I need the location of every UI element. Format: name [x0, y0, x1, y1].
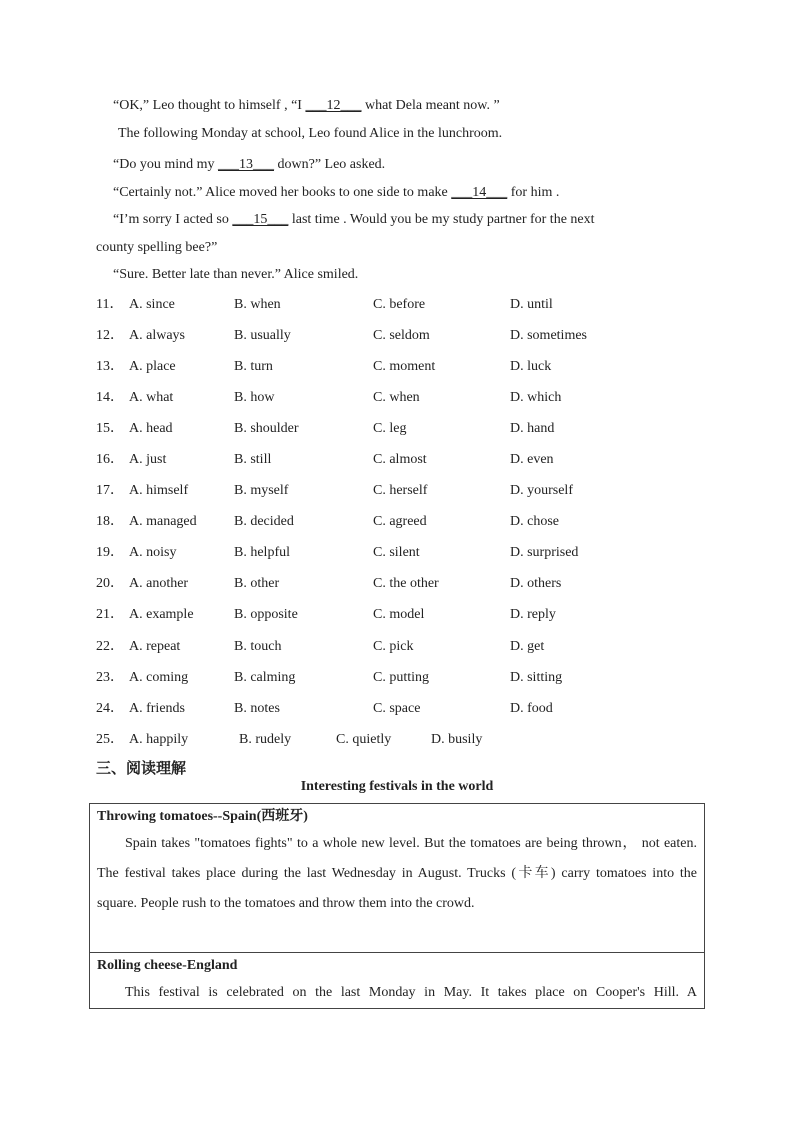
festival-body: Spain takes "tomatoes fights" to a whole new level. But the tomatoes are being thrown， not eaten. The festival takes place during the last Wednesday in August. Trucks (卡车) carry tomatoes into the square. People rush to the tomatoes and throw them into the crowd.	[97, 836, 697, 911]
festival-title: Throwing tomatoes--Spain(西班牙)	[97, 809, 308, 824]
question-number: 23．	[96, 670, 124, 685]
option-b[interactable]: B. decided	[234, 514, 294, 529]
option-c[interactable]: C. putting	[373, 670, 430, 685]
option-b[interactable]: B. other	[234, 576, 280, 591]
option-d[interactable]: D. even	[510, 452, 554, 467]
option-a[interactable]: A. repeat	[129, 639, 181, 654]
option-a[interactable]: A. managed	[129, 514, 197, 529]
question-number: 12．	[96, 328, 124, 343]
option-b[interactable]: B. rudely	[239, 732, 292, 747]
option-b[interactable]: B. notes	[234, 701, 280, 716]
option-a[interactable]: A. noisy	[129, 545, 177, 560]
question-number: 17．	[96, 483, 124, 498]
question-number: 13．	[96, 359, 124, 374]
option-c[interactable]: C. moment	[373, 359, 436, 374]
story-line-1: “OK,” Leo thought to himself , “I ___12___ what Dela meant now. ”	[113, 98, 500, 113]
story-line-2: The following Monday at school, Leo found Alice in the lunchroom.	[118, 126, 503, 141]
option-b[interactable]: B. shoulder	[234, 421, 299, 436]
blank-13: ___13___	[218, 157, 274, 172]
question-number: 24．	[96, 701, 124, 716]
option-d[interactable]: D. surprised	[510, 545, 579, 560]
option-a[interactable]: A. coming	[129, 670, 189, 685]
blank-15: ___15___	[232, 212, 289, 227]
option-b[interactable]: B. turn	[234, 359, 273, 374]
festival-title: Rolling cheese-England	[97, 958, 238, 973]
option-c[interactable]: C. leg	[373, 421, 407, 436]
option-a[interactable]: A. example	[129, 607, 194, 622]
option-d[interactable]: D. yourself	[510, 483, 573, 498]
option-b[interactable]: B. when	[234, 297, 281, 312]
option-d[interactable]: D. which	[510, 390, 562, 405]
option-a[interactable]: A. happily	[129, 732, 189, 747]
option-a[interactable]: A. another	[129, 576, 189, 591]
option-d[interactable]: D. busily	[431, 732, 483, 747]
story-line-5: “I’m sorry I acted so ___15___ last time . Would you be my study partner for the next	[113, 212, 595, 227]
option-b[interactable]: B. helpful	[234, 545, 290, 560]
question-number: 25．	[96, 732, 124, 747]
option-d[interactable]: D. food	[510, 701, 553, 716]
option-d[interactable]: D. get	[510, 639, 545, 654]
section-heading: 三、阅读理解	[96, 761, 187, 777]
question-number: 21．	[96, 607, 124, 622]
option-b[interactable]: B. myself	[234, 483, 289, 498]
option-d[interactable]: D. others	[510, 576, 562, 591]
question-number: 20．	[96, 576, 124, 591]
option-a[interactable]: A. place	[129, 359, 176, 374]
option-c[interactable]: C. herself	[373, 483, 428, 498]
option-b[interactable]: B. how	[234, 390, 275, 405]
option-c[interactable]: C. pick	[373, 639, 414, 654]
option-d[interactable]: D. reply	[510, 607, 556, 622]
option-d[interactable]: D. until	[510, 297, 553, 312]
option-b[interactable]: B. opposite	[234, 607, 298, 622]
festival-cell	[90, 804, 705, 953]
blank-14: ___14___	[451, 185, 508, 200]
option-b[interactable]: B. calming	[234, 670, 296, 685]
option-a[interactable]: A. since	[129, 297, 175, 312]
option-c[interactable]: C. agreed	[373, 514, 427, 529]
option-c[interactable]: C. space	[373, 701, 421, 716]
option-a[interactable]: A. always	[129, 328, 185, 343]
question-number: 16．	[96, 452, 124, 467]
option-c[interactable]: C. quietly	[336, 732, 392, 747]
option-c[interactable]: C. seldom	[373, 328, 430, 343]
festival-body: This festival is celebrated on the last Monday in May. It takes place on Cooper's Hill. A	[125, 985, 697, 1000]
option-d[interactable]: D. sitting	[510, 670, 563, 685]
option-a[interactable]: A. himself	[129, 483, 189, 498]
question-number: 14．	[96, 390, 124, 405]
option-c[interactable]: C. when	[373, 390, 420, 405]
festivals-table	[89, 803, 705, 1009]
festival-row	[90, 804, 705, 953]
story-line-3: “Do you mind my ___13___ down?” Leo asked.	[113, 157, 386, 172]
option-c[interactable]: C. before	[373, 297, 426, 312]
question-number: 11．	[96, 297, 124, 312]
festival-cell	[90, 953, 705, 1009]
option-d[interactable]: D. chose	[510, 514, 559, 529]
question-number: 22．	[96, 639, 124, 654]
option-c[interactable]: C. almost	[373, 452, 427, 467]
option-a[interactable]: A. just	[129, 452, 167, 467]
option-c[interactable]: C. model	[373, 607, 425, 622]
option-b[interactable]: B. usually	[234, 328, 291, 343]
option-a[interactable]: A. what	[129, 390, 174, 405]
option-a[interactable]: A. head	[129, 421, 173, 436]
question-number: 19．	[96, 545, 124, 560]
reading-title: Interesting festivals in the world	[300, 779, 494, 794]
option-b[interactable]: B. touch	[234, 639, 282, 654]
option-d[interactable]: D. hand	[510, 421, 555, 436]
blank-12: ___12___	[305, 98, 362, 113]
option-c[interactable]: C. silent	[373, 545, 420, 560]
option-b[interactable]: B. still	[234, 452, 272, 467]
question-number: 18．	[96, 514, 124, 529]
question-number: 15．	[96, 421, 124, 436]
option-c[interactable]: C. the other	[373, 576, 439, 591]
story-line-7: “Sure. Better late than never.” Alice smiled.	[113, 267, 359, 282]
story-line-6: county spelling bee?”	[96, 240, 218, 255]
story-line-4: “Certainly not.” Alice moved her books to one side to make ___14___ for him .	[113, 185, 560, 200]
option-d[interactable]: D. sometimes	[510, 328, 587, 343]
option-d[interactable]: D. luck	[510, 359, 552, 374]
option-a[interactable]: A. friends	[129, 701, 185, 716]
festival-row	[90, 953, 705, 1009]
